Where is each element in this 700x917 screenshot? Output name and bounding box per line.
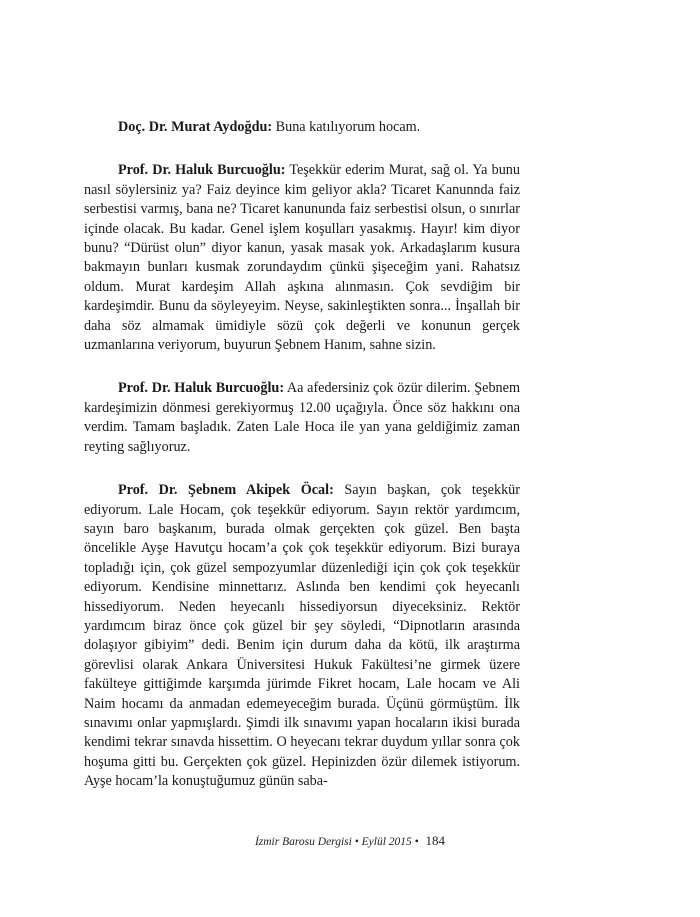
paragraph-text: Buna katılıyorum hocam.: [272, 119, 421, 135]
speaker-name: Prof. Dr. Haluk Burcuoğlu:: [118, 380, 285, 397]
paragraph-ocal: [84, 481, 520, 792]
paragraph-burcuoglu-1: [84, 161, 520, 355]
paragraph-aydogdu: [84, 118, 520, 137]
speaker-name: Prof. Dr. Şebnem Akipek Öcal:: [118, 482, 334, 499]
paragraph-text: Aa afedersiniz çok özür dilerim. Şebnem kardeşimizin dönmesi gerekiyormuş 12.00 uçağıyla. Önce söz hakkını ona verdim. Tamam başladık. Zaten Lale Hoca ile yan yana geldiğimiz zaman reyting sağlıyoruz.: [84, 380, 520, 455]
speaker-name: Doç. Dr. Murat Aydoğdu:: [118, 119, 273, 135]
journal-title: İzmir Barosu Dergisi • Eylül 2015 •: [254, 836, 419, 848]
speaker-name: Prof. Dr. Haluk Burcuoğlu:: [118, 162, 286, 179]
page-footer: [0, 833, 700, 849]
page-body: [84, 118, 520, 816]
paragraph-burcuoglu-2: [84, 379, 520, 457]
paragraph-text: Sayın başkan, çok teşekkür ediyorum. Lale Hocam, çok teşekkür ediyorum. Sayın rektör yardımcım, sayın baro başkanım, burada olmak gerçekten çok güzel. Ben başta öncelikle Ayşe Havutçu hocam’a çok çok teşekkür ediyorum. Bizi buraya topladığı için, çok güzel sempozyumlar düzenlediği için çok çok teşekkür ediyorum. Kendisine minnettarız. Aslında ben kendimi çok heyecanlı hissediyorum. Neden heyecanlı hissediyorsun diyeceksiniz. Rektör yardımcım biraz önce çok güzel bir şey söyledi, “Dipnotların arasında dolaşıyor gibiyim” dedi. Benim için durum daha da kötü, ilk araştırma görevlisi olarak Ankara Üniversitesi Hukuk Fakültesi’ne girmek üzere fakülteye gittiğimde karşımda jürimde Fikret hocam, Lale hocam ve Ali Naim hocamı da anmadan edemeyeceğim burada. Üçünü görmüştüm. İlk sınavımı onlar yapmışlardı. Şimdi ilk sınavımı yapan hocaların ikisi burada kendimi tekrar sınavda hissettim. O heyecanı tekrar duydum yıllar sonra çok hoşuma gitti bu. Gerçekten çok güzel. Hepinizden özür dilemek istiyorum. Ayşe hocam’la konuştuğumuz günün saba-: [84, 482, 520, 790]
paragraph-text: Teşekkür ederim Murat, sağ ol. Ya bunu nasıl söylersiniz ya? Faiz deyince kim geliyor akla? Ticaret Kanunnda faiz serbestisi varmış, bana ne? Ticaret kanununda faiz serbestisi olsun, o sınırlar içinde olacak. Bu kadar. Genel işlem koşulları yasakmış. Hayır! kim diyor bunu? “Dürüst olun” diyor kanun, yasak masak yok. Arkadaşlarım kusura bakmayın bunları kusmak zorundaydım çünkü şişeceğim yani. Rahatsız oldum. Murat kardeşim Allah aşkına alınmasın. Çok sevdiğim bir kardeşimdir. Bunu da söyleyeyim. Neyse, sakinleştikten sonra... İnşallah bir daha söz almamak ümidiyle sözü çok değerli ve konunun gerçek uzmanlarına veriyorum, buyurun Şebnem Hanım, sahne sizin.: [84, 162, 520, 354]
page-number: 184: [425, 833, 446, 848]
